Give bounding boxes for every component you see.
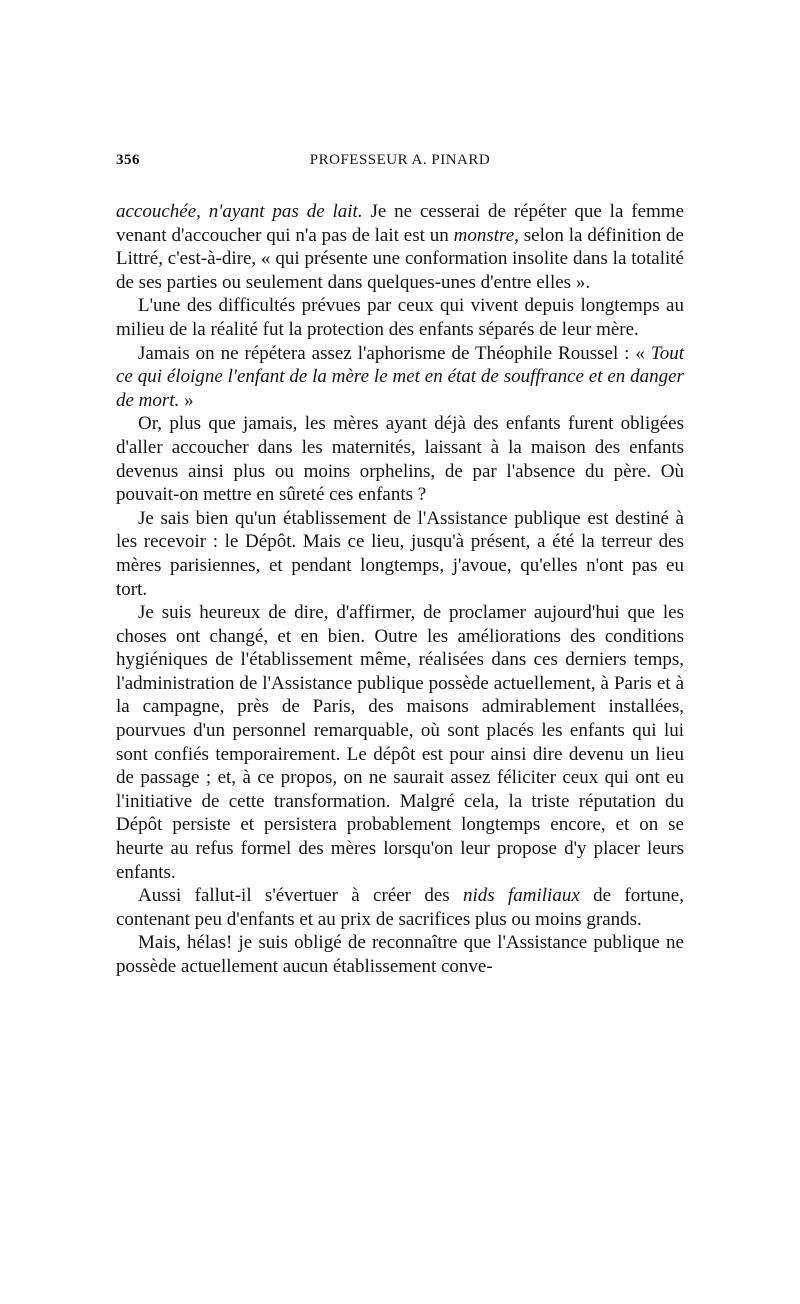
page-number: 356: [116, 152, 140, 168]
text-span: Je sais bien qu'un établissement de l'Assistance publique est destiné à les recevoir : le Dépôt. Mais ce lieu, jusqu'à présent, a été la terreur des mères parisiennes, et pendant longtemps, j'avoue, qu'elles n'ont pas eu tort.: [116, 507, 684, 600]
text-span: nids familiaux: [463, 885, 580, 907]
paragraph: [116, 200, 684, 294]
paragraph: [116, 342, 684, 413]
text-span: Mais, hélas! je suis obligé de reconnaître que l'Assistance publique ne possède actuellement aucun établissement conve-: [116, 932, 684, 977]
book-page: [116, 152, 684, 979]
text-span: accouchée, n'ayant pas de lait.: [116, 201, 363, 222]
paragraph: [116, 507, 684, 601]
text-span: Aussi fallut-il s'évertuer à créer des: [138, 885, 463, 907]
text-span: selon la définition de Littré, c'est-à-dire, « qui présente une conformation insolite dans la totalité de ses parties ou seulement dans quelques-unes d'entre elles ».: [116, 224, 684, 293]
text-span: Or, plus que jamais, les mères ayant déjà des enfants furent obligées d'aller accoucher dans les maternités, laissant à la maison des enfants devenus ainsi plus ou moins orphelins, de par l'absence du père. Où pouvait-on mettre en sûreté ces enfants ?: [116, 413, 684, 506]
paragraph: [116, 294, 684, 341]
text-span: Tout ce qui éloigne l'enfant de la mère le met en état de souffrance et en danger de mort.: [116, 342, 684, 411]
text-span: Je suis heureux de dire, d'affirmer, de proclamer aujourd'hui que les choses ont changé, et en bien. Outre les améliorations des conditions hygiéniques de l'établissement même, réalisées dans ces derniers temps, l'administration de l'Assistance publique possède actuellement, à Paris et à la campagne, près de Paris, des maisons admirablement installées, pourvues d'un personnel remarquable, où sont placés les enfants qui lui sont confiés temporairement. Le dépôt est pour ainsi dire devenu un lieu de passage ; et, à ce propos, on ne saurait assez féliciter ceux qui ont eu l'initiative de cette transformation. Malgré cela, la triste réputation du Dépôt persiste et persistera probablement longtemps encore, et on se heurte au refus formel des mères lorsqu'on leur propose d'y placer leurs enfants.: [116, 602, 684, 883]
text-span: L'une des difficultés prévues par ceux qui vivent depuis longtemps au milieu de la réalité fut la protection des enfants séparés de leur mère.: [116, 295, 684, 340]
paragraph: [116, 601, 684, 884]
text-span: »: [179, 389, 194, 411]
text-span: monstre,: [453, 224, 519, 246]
paragraph: [116, 884, 684, 931]
text-span: de fortune, contenant peu d'enfants et au prix de sacrifices plus ou moins grands.: [116, 885, 684, 930]
text-span: Jamais on ne répétera assez l'aphorisme de Théophile Roussel : «: [138, 342, 651, 364]
text-span: Je ne cesserai de répéter que la femme venant d'accoucher qui n'a pas de lait est un: [116, 201, 685, 246]
running-title: PROFESSEUR A. PINARD: [309, 152, 491, 168]
body-text: [116, 200, 684, 979]
running-head: [116, 152, 684, 180]
paragraph: [116, 412, 684, 506]
paragraph: [116, 931, 684, 978]
